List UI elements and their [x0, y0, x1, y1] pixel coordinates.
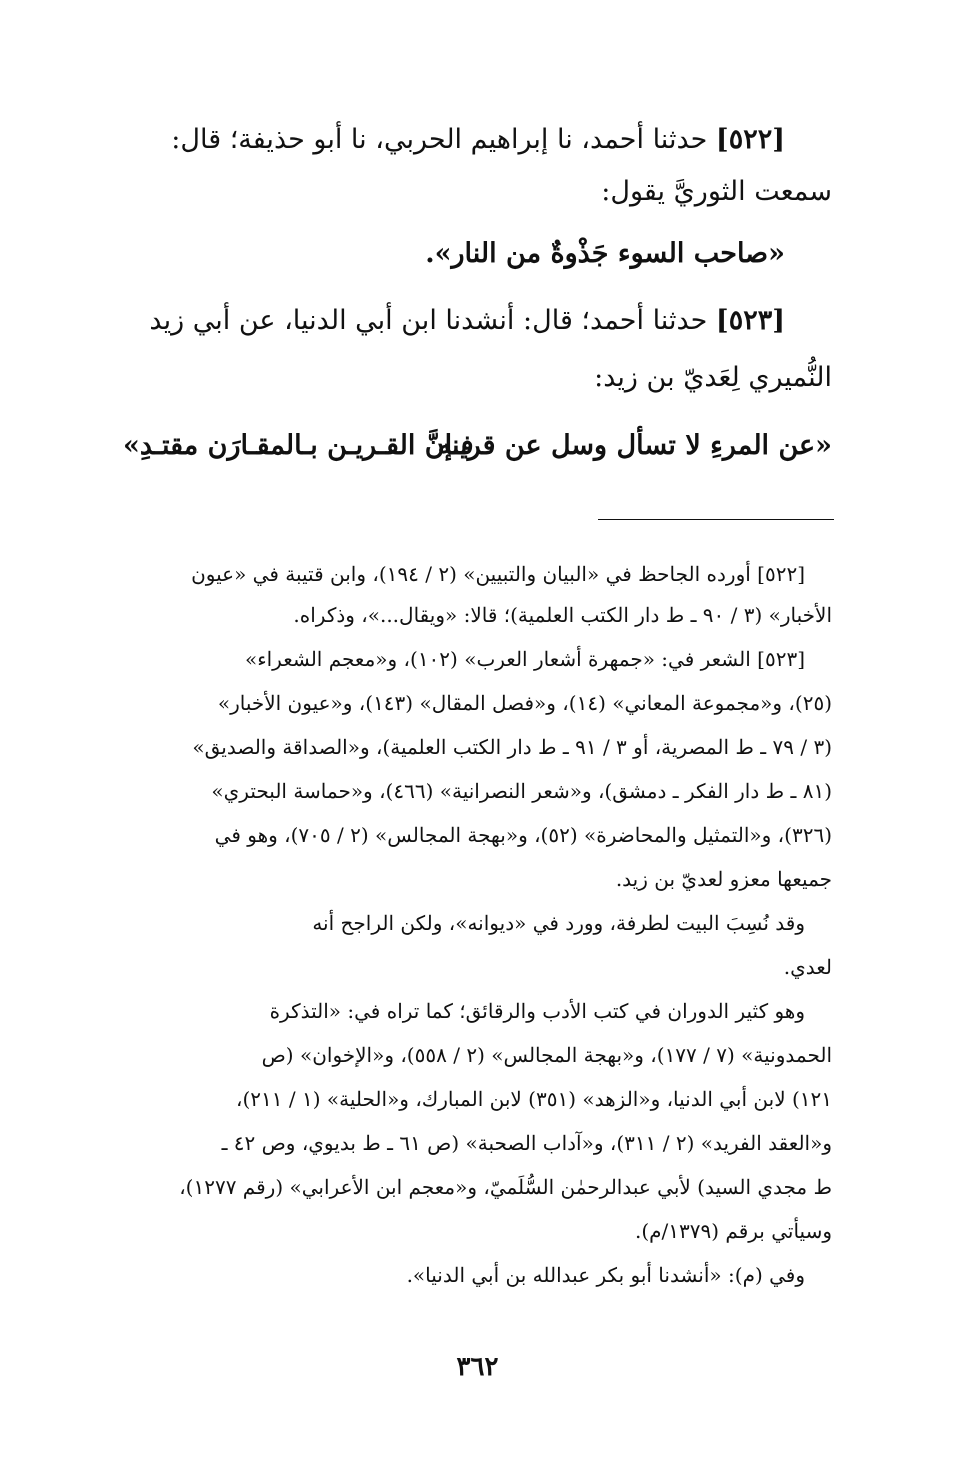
entry-522-text: حدثنا أحمد، نا إبراهيم الحربي، نا أبو حذيفة؛ قال: — [171, 124, 708, 155]
footnote-line: وهو كثير الدوران في كتب الأدب والرقائق؛ كما تراه في: «التذكرة — [269, 999, 805, 1023]
footnote-line: (٨١ ـ ط دار الفكر ـ دمشق)، و«شعر النصرانية» (٤٦٦)، و«حماسة البحتري» — [211, 779, 832, 803]
entry-523-text: حدثنا أحمد؛ قال: أنشدنا ابن أبي الدنيا، عن أبي زيد — [149, 305, 708, 336]
footnote-line: جميعها معزو لعديّ بن زيد. — [615, 867, 832, 891]
page-number: ٣٦٢ — [456, 1352, 499, 1382]
footnote-line: ١٢١) لابن أبي الدنيا، و«الزهد» (٣٥١) لابن المبارك، و«الحلية» (١ / ٢١١)، — [236, 1087, 832, 1111]
entry-523-number: [٥٢٣] — [715, 305, 785, 336]
footnote-line: وقد نُسِبَ البيت لطرفة، وورد في «ديوانه»، ولكن الراجح أنه — [312, 911, 805, 935]
footnote-line: الحمدونية» (٧ / ١٧٧)، و«بهجة المجالس» (٢ / ٥٥٨)، و«الإخوان» (ص — [261, 1043, 832, 1067]
footnote-line: (٣ / ٧٩ ـ ط المصرية، أو ٣ / ٩١ ـ ط دار الكتب العلمية)، و«الصداقة والصديق» — [192, 735, 832, 759]
footnote-line: الأخبار» (٣ / ٩٠ ـ ط دار الكتب العلمية)؛ قالا: «ويقال...»، وذكراه. — [293, 603, 832, 627]
footnote-line: لعدي. — [783, 955, 832, 979]
entry-522-line-1 — [122, 126, 785, 153]
entry-522-quote: «صاحب السوء جَذْوةٌ من النار». — [425, 238, 785, 269]
footnote-line: [٥٢٣] الشعر في: «جمهرة أشعار العرب» (١٠٢)، و«معجم الشعراء» — [244, 647, 805, 671]
entry-523-line-1 — [122, 307, 785, 334]
verse-first-hemistich: «عن المرءِ لا تسأل وسل عن قرينه — [437, 430, 832, 461]
footnote-line: ط مجدي السيد) لأبي عبدالرحمٰن السُّلَميّ، و«معجم ابن الأعرابي» (رقم ١٢٧٧)، — [179, 1175, 832, 1199]
footnote-line: [٥٢٢] أورده الجاحظ في «البيان والتبيين» (٢ / ١٩٤)، وابن قتيبة في «عيون — [191, 562, 805, 586]
entry-522-line-2: سمعت الثوريَّ يقول: — [601, 176, 832, 207]
entry-522-number: [٥٢٢] — [715, 124, 785, 155]
entry-523-line-2: النُّميري لِعَديّ بن زيد: — [594, 362, 832, 393]
footnote-separator — [598, 519, 834, 520]
footnote-line: و«العقد الفريد» (٢ / ٣١١)، و«آداب الصحبة» (ص ٦١ ـ ط بديوي، وص ٤٢ ـ — [221, 1131, 832, 1155]
footnote-line: (٢٥)، و«مجموعة المعاني» (١٤)، و«فصل المقال» (١٤٣)، و«عيون الأخبار» — [217, 691, 832, 715]
footnote-line: وفي (م): «أنشدنا أبو بكر عبدالله بن أبي الدنيا». — [406, 1263, 805, 1287]
footnote-line: وسيأتي برقم (١٣٧٩/م). — [634, 1219, 832, 1243]
footnote-line: (٣٢٦)، و«التمثيل والمحاضرة» (٥٢)، و«بهجة المجالس» (٢ / ٧٠٥)، وهو في — [214, 823, 832, 847]
verse-second-hemistich: فـإنَّ القـريـن بـالمقـارَن مقتـدِ» — [123, 430, 474, 461]
